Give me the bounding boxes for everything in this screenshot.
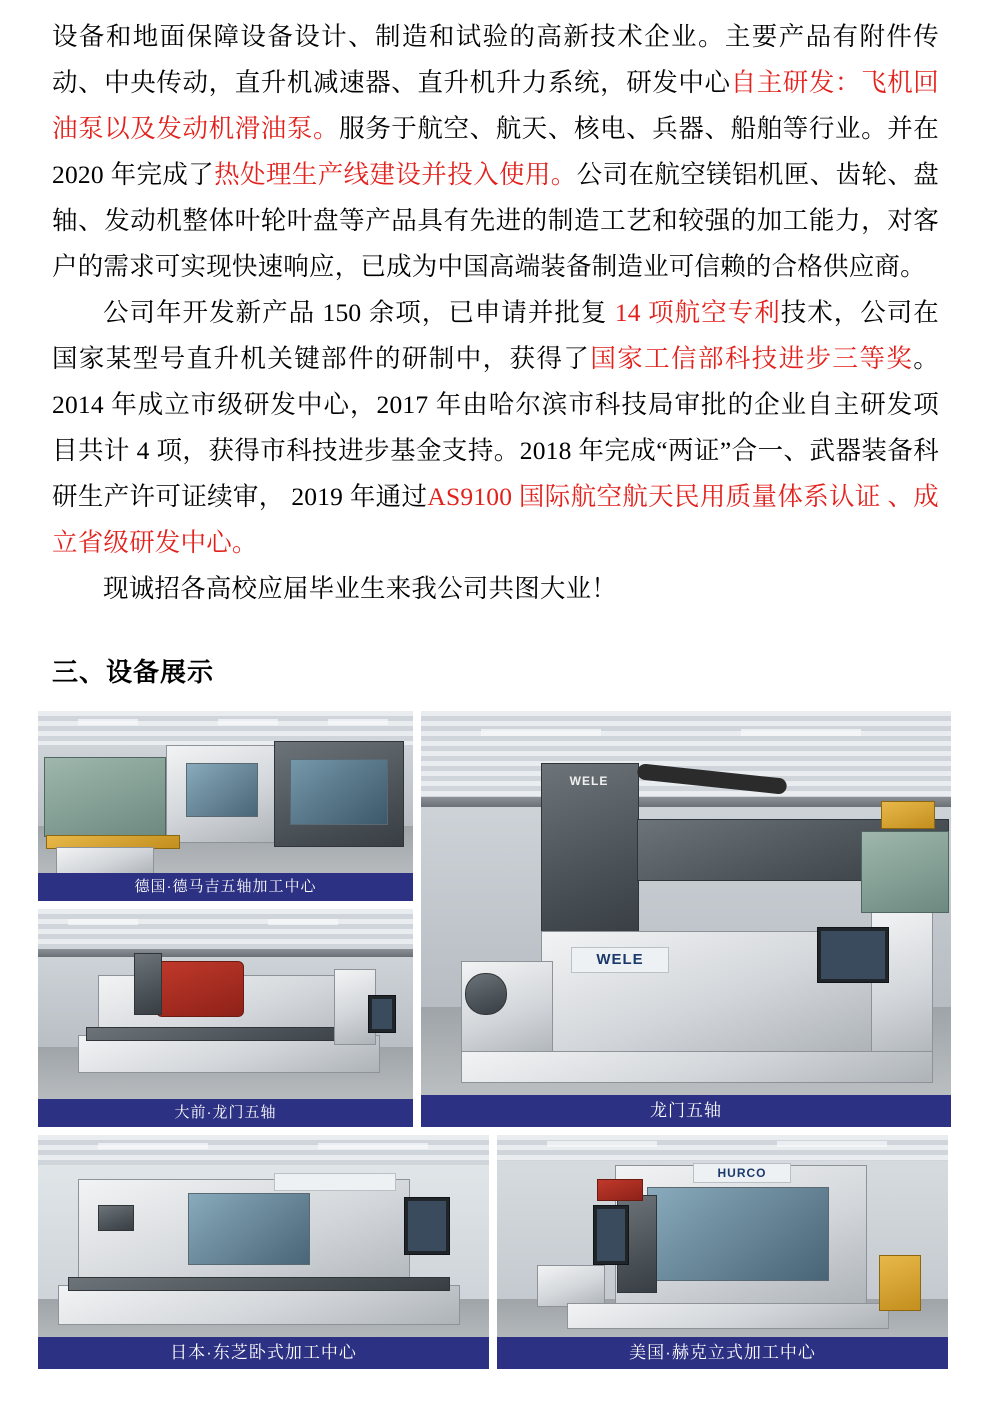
run-text-highlight: 14 项航空专利 [614,298,781,327]
photo-caption: 大前·龙门五轴 [38,1099,413,1127]
photo-dmg [38,711,413,901]
run-text-highlight: 热处理生产线建设并投入使用。 [214,160,577,189]
gallery-row-top [38,711,951,1127]
section-heading: 三、设备展示 [52,658,215,687]
run-text-highlight: 国家工信部科技进步三等奖 [590,344,914,373]
photo-caption: 美国·赫克立式加工中心 [497,1337,948,1369]
photo-caption: 龙门五轴 [421,1095,951,1127]
brand-label: WELE [571,947,669,973]
photo-scene [38,909,413,1127]
photo-toshiba [38,1135,489,1369]
photo-hurco [497,1135,948,1369]
equipment-gallery [0,711,991,1369]
photo-caption: 德国·德马吉五轴加工中心 [38,873,413,901]
run-text: 公司在航空镁铝机匣、齿轮、盘轴、发动机整体叶轮叶盘等产品具有先进的制造工艺和较强的加工能力，对客户的需求可实现快速响应，已成为中国高端装备制造业可信赖的合格供应商。 [52,160,939,281]
photo-caption: 日本·东芝卧式加工中心 [38,1337,489,1369]
photo-scene [38,1135,489,1369]
paragraph-2 [52,290,939,566]
run-text: 技术，公司在国家某型号直升机关键部件的研制中，获得了 [52,298,940,373]
run-text-highlight: AS9100 国际航空航天民用质量体系认证 、成立省级研发中心。 [52,482,939,557]
photo-wele [421,711,951,1127]
body-text [0,0,991,612]
photo-daqianmen [38,909,413,1127]
brand-label: HURCO [693,1163,791,1183]
run-text-highlight: 自主研发：飞机回油泵以及发动机滑油泵。 [52,68,939,143]
run-text: 服务于航空、航天、核电、兵器、船舶等行业。并在 2020 年完成了 [52,114,940,189]
paragraph-1 [52,14,939,290]
paragraph-3 [52,566,939,612]
photo-scene [421,711,951,1127]
run-text: 公司年开发新产品 150 余项，已申请并批复 [103,298,615,327]
photo-scene [497,1135,948,1369]
brand-label-top: WELE [569,774,609,788]
run-text: 设备和地面保障设备设计、制造和试验的高新技术企业。主要产品有附件传动、中央传动，直升机减速器、直升机升力系统，研发中心 [52,22,939,97]
run-text: 。2014 年成立市级研发中心，2017 年由哈尔滨市科技局审批的企业自主研发项目共计 4 项，获得市科技进步基金支持。2018 年完成“两证”合一、武器装备科研生产许可证续审， 2019 年通过 [52,344,939,511]
machine-sign [274,1173,396,1191]
gallery-row-bottom [38,1135,951,1369]
run-text: 现诚招各高校应届毕业生来我公司共图大业！ [103,574,618,603]
